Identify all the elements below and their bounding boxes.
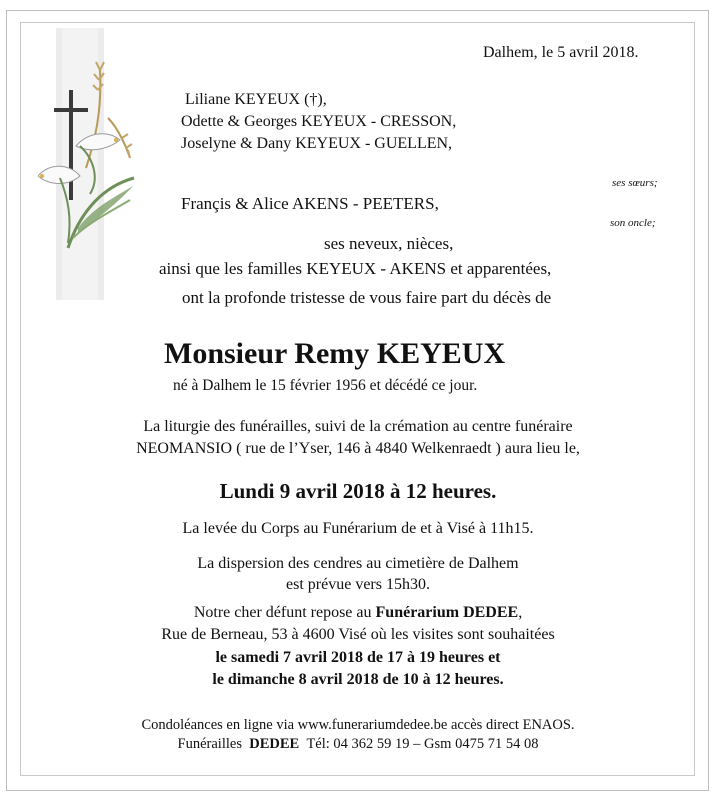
nephews-line: ses neveux, nièces, [324,234,454,253]
funeral-home-name: DEDEE [249,736,300,752]
family-line-1: Liliane KEYEUX (†), [185,91,327,108]
visits-day-1: le samedi 7 avril 2018 de 17 à 19 heures et [215,649,501,666]
families-line: ainsi que les familles KEYEUX - AKENS et apparentées, [159,259,552,278]
place-date: Dalhem, le 5 avril 2018. [483,44,639,61]
funeral-phone: Tél: 04 362 59 19 – Gsm 0475 71 54 08 [306,736,539,752]
birth-line: né à Dalhem le 15 février 1956 et décédé ce jour. [173,377,478,394]
family-line-3: Joselyne & Dany KEYEUX - GUELLEN, [181,135,453,152]
cross-lily-icon [38,28,138,308]
liturgy-line-2: NEOMANSIO ( rue de l’Yser, 146 à 4840 Welkenraedt ) aura lieu le, [136,440,580,457]
visits-day-2: le dimanche 8 avril 2018 de 10 à 12 heures. [212,671,504,688]
visits-address: Rue de Berneau, 53 à 4600 Visé où les visites sont souhaitées [161,626,555,643]
deceased-name: Monsieur Remy KEYEUX [164,337,506,370]
funeral-contact-line [0,736,716,753]
uncle-line: Françis & Alice AKENS - PEETERS, [181,194,439,213]
uncle-note: son oncle; [610,217,656,229]
dispersion-line-1: La dispersion des cendres au cimetière de Dalhem [197,555,519,572]
family-line-2: Odette & Georges KEYEUX - CRESSON, [181,113,457,130]
funeral-prefix: Funérailles [177,736,242,752]
sisters-note: ses sœurs; [612,177,658,189]
visits-intro-end: , [518,604,523,621]
ceremony-date: Lundi 9 avril 2018 à 12 heures. [219,479,497,503]
levee-line: La levée du Corps au Funérarium de et à Visé à 11h15. [182,520,534,537]
condolences-line: Condoléances en ligne via www.funerariumdedee.be accès direct ENAOS. [141,717,575,733]
visits-intro [0,604,716,622]
dispersion-line-2: est prévue vers 15h30. [286,576,430,593]
funerarium-name: Funérarium DEDEE [375,604,519,621]
liturgy-line-1: La liturgie des funérailles, suivi de la crémation au centre funéraire [143,418,573,435]
announce-line: ont la profonde tristesse de vous faire part du décès de [182,288,552,307]
visits-intro-text: Notre cher défunt repose au [193,604,376,621]
